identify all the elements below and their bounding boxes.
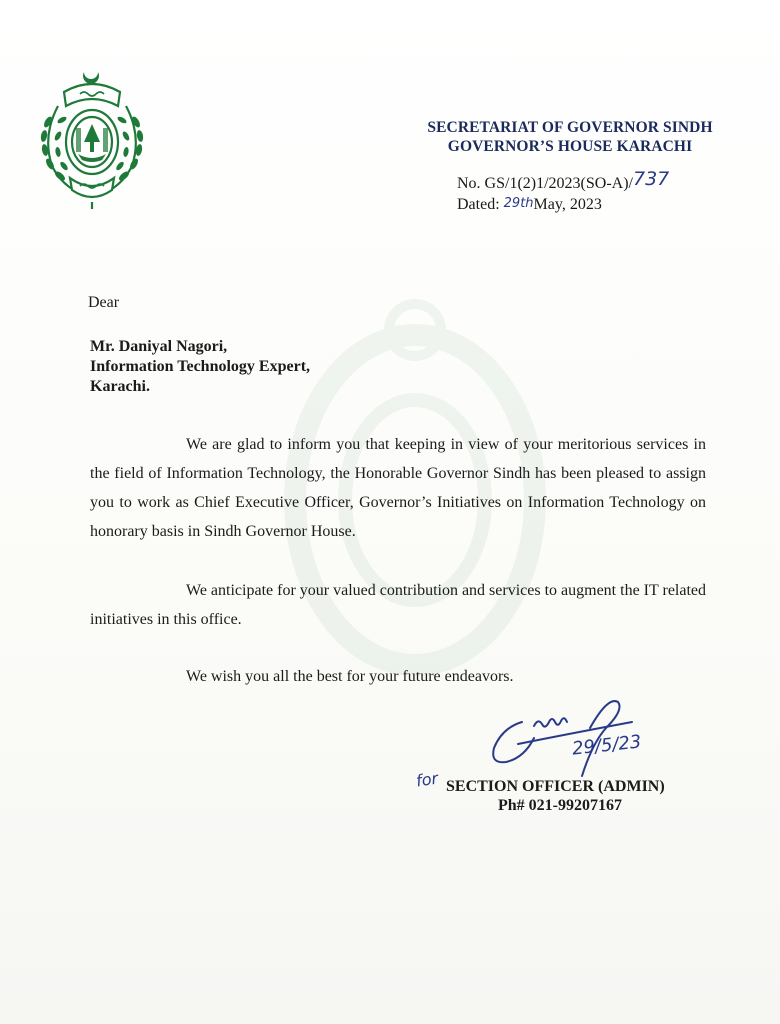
recipient-title: Information Technology Expert, bbox=[90, 358, 311, 375]
signature-date: 29/5/23 bbox=[571, 731, 643, 760]
salutation: Dear bbox=[88, 294, 120, 311]
signed-for-mark: for bbox=[414, 768, 440, 791]
recipient-name: Mr. Daniyal Nagori, bbox=[90, 338, 228, 355]
recipient-block bbox=[90, 337, 310, 397]
dated-handwritten-day: 29th bbox=[503, 196, 534, 211]
reference-date bbox=[457, 194, 757, 216]
reference-number-prefix: No. GS/1(2)1/2023(SO-A)/ bbox=[457, 175, 633, 192]
house-line: GOVERNOR’S HOUSE KARACHI bbox=[447, 138, 693, 155]
dated-label: Dated: bbox=[457, 196, 500, 213]
reference-number-handwritten: 737 bbox=[633, 168, 670, 190]
body-paragraph-1: We are glad to inform you that keeping in view of your meritorious services in the field of Information Technology, the Honorable Governor Sindh has been pleased to assign you to work as Chief Executive Officer, Governor’s Initiatives on Information Technology on honorary basis in Sindh Governor House. bbox=[90, 436, 706, 540]
reference-block bbox=[457, 168, 757, 216]
body-paragraph-2: We anticipate for your valued contribution and services to augment the IT related initiatives in this office. bbox=[90, 582, 707, 628]
reference-number bbox=[457, 168, 757, 194]
office-line: SECRETARIAT OF GOVERNOR SINDH bbox=[427, 119, 713, 136]
letterhead bbox=[400, 118, 740, 156]
dated-rest: May, 2023 bbox=[533, 196, 602, 213]
recipient-city: Karachi. bbox=[90, 378, 150, 395]
body-paragraph-3: We wish you all the best for your future endeavors. bbox=[186, 668, 514, 685]
officer-designation: SECTION OFFICER (ADMIN) bbox=[446, 778, 665, 795]
governor-sindh-emblem-icon bbox=[36, 62, 148, 210]
officer-phone: Ph# 021-99207167 bbox=[498, 797, 622, 814]
